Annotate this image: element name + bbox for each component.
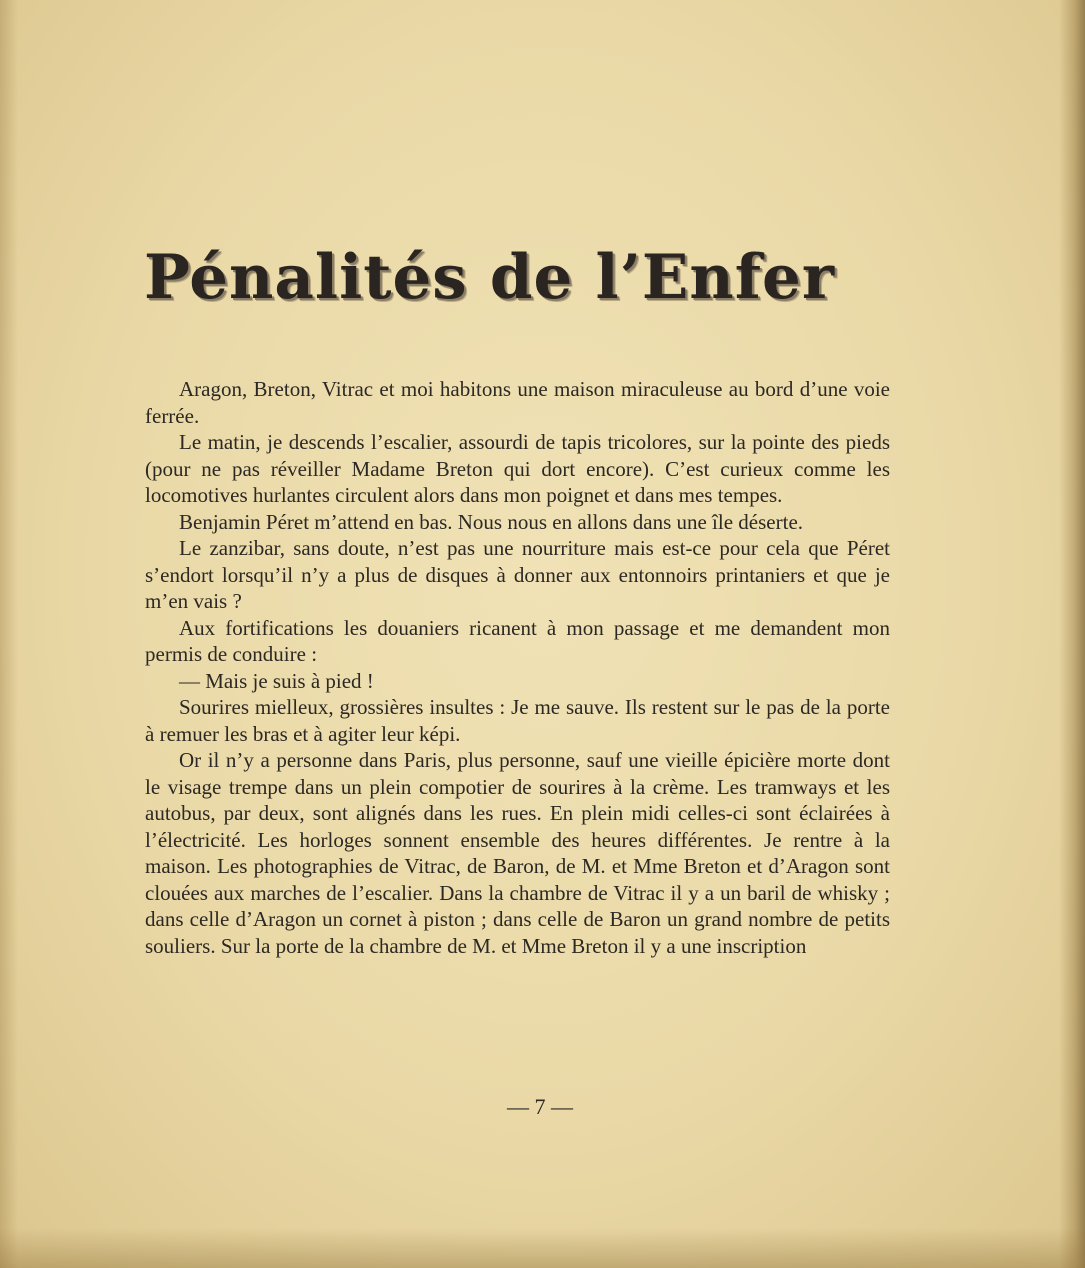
paragraph-3: Benjamin Péret m’attend en bas. Nous nous en allons dans une île déserte.	[179, 509, 804, 534]
page-right-edge-shadow	[1059, 0, 1085, 1268]
page-bottom-edge-shadow	[0, 1228, 1085, 1268]
paragraph-1: Aragon, Breton, Vitrac et moi habitons une maison miraculeuse au bord d’une voie ferrée.	[145, 377, 890, 428]
paragraph-2: Le matin, je descends l’escalier, assourdi de tapis tricolores, sur la pointe des pieds (pour ne pas réveiller Madame Breton qui dort encore). C’est curieux comme les locomotives hurlantes circulent alors dans mon poignet et dans mes tempes.	[145, 430, 890, 507]
paragraph-8: Or il n’y a personne dans Paris, plus personne, sauf une vieille épicière morte dont le visage trempe dans un plein compotier de sourires à la crème. Les tramways et les autobus, par deux, sont alignés dans les rues. En plein midi celles-ci sont éclairées à l’électricité. Les horloges sonnent ensemble des heures différentes. Je rentre à la maison. Les photographies de Vitrac, de Baron, de M. et Mme Breton et d’Aragon sont clouées aux marches de l’escalier. Dans la chambre de Vitrac il y a un baril de whisky ; dans celle d’Aragon un cornet à piston ; dans celle de Baron un grand nombre de petits souliers. Sur la porte de la chambre de M. et Mme Breton il y a une inscription	[145, 748, 890, 958]
paragraph-4: Le zanzibar, sans doute, n’est pas une nourriture mais est-ce pour cela que Péret s’endort lorsqu’il n’y a plus de disques à donner aux entonnoirs printaniers et que je m’en vais ?	[145, 536, 890, 613]
page-left-edge-shadow	[0, 0, 18, 1268]
paragraph-6: — Mais je suis à pied !	[179, 668, 374, 693]
body-text	[145, 376, 890, 959]
paragraph-5: Aux fortifications les douaniers ricanent à mon passage et me demandent mon permis de conduire :	[145, 615, 890, 666]
page-title: Pénalités de l’Enfer	[144, 242, 835, 313]
page-number: — 7 —	[507, 1094, 573, 1119]
paragraph-7: Sourires mielleux, grossières insultes : Je me sauve. Ils restent sur le pas de la porte à remuer les bras et à agiter leur képi.	[145, 695, 890, 746]
